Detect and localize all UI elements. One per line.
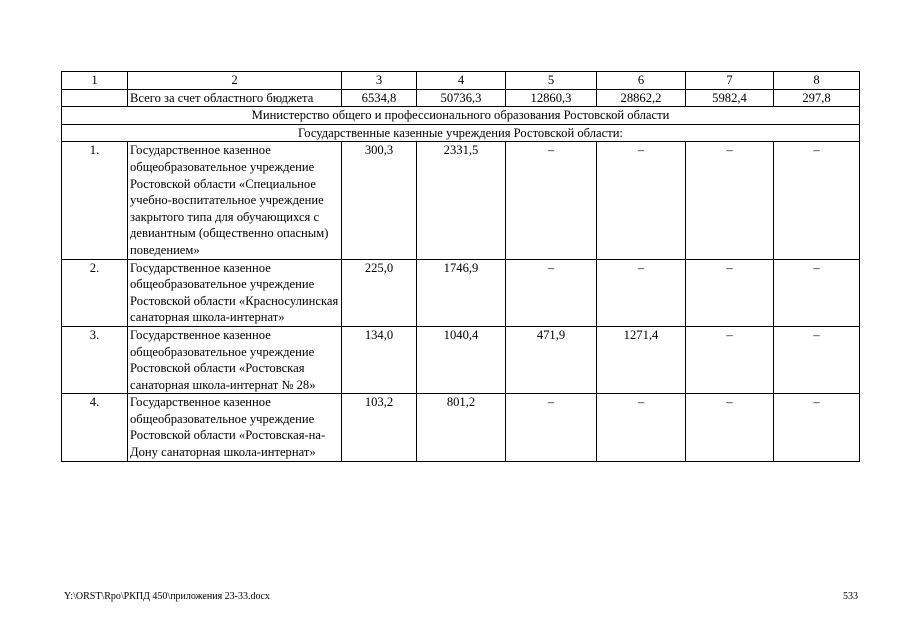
column-number-row <box>62 72 860 90</box>
value-cell: – <box>597 259 686 326</box>
empty-cell <box>62 89 128 107</box>
value-cell: – <box>506 142 597 259</box>
institutions-subheading: Государственные казенные учреждения Ростовской области: <box>62 124 860 142</box>
column-number-cell: 1 <box>62 72 128 90</box>
ministry-row <box>62 107 860 125</box>
column-number-cell: 4 <box>417 72 506 90</box>
institution-name: Государственное казенное общеобразовательное учреждение Ростовской области «Ростовская-на-Дону санаторная школа-интернат» <box>128 394 342 461</box>
institution-name: Государственное казенное общеобразовательное учреждение Ростовской области «Специальное учебно-воспитательное учреждение закрытого типа для обучающихся с девиантным (общественно опасным) поведением» <box>128 142 342 259</box>
column-number-cell: 2 <box>128 72 342 90</box>
value-cell: – <box>506 394 597 461</box>
value-cell: 134,0 <box>342 326 417 393</box>
table-row <box>62 394 860 461</box>
total-label: Всего за счет областного бюджета <box>128 89 342 107</box>
value-cell: 5982,4 <box>686 89 774 107</box>
value-cell: 297,8 <box>774 89 860 107</box>
total-row <box>62 89 860 107</box>
value-cell: 1746,9 <box>417 259 506 326</box>
value-cell: – <box>686 142 774 259</box>
column-number-cell: 6 <box>597 72 686 90</box>
institution-name: Государственное казенное общеобразовательное учреждение Ростовской области «Ростовская санаторная школа-интернат № 28» <box>128 326 342 393</box>
value-cell: – <box>774 142 860 259</box>
value-cell: – <box>774 394 860 461</box>
column-number-cell: 8 <box>774 72 860 90</box>
value-cell: 471,9 <box>506 326 597 393</box>
value-cell: 1271,4 <box>597 326 686 393</box>
row-number: 1. <box>62 142 128 259</box>
row-number: 3. <box>62 326 128 393</box>
table-row <box>62 326 860 393</box>
value-cell: 103,2 <box>342 394 417 461</box>
value-cell: 50736,3 <box>417 89 506 107</box>
value-cell: – <box>597 142 686 259</box>
value-cell: 2331,5 <box>417 142 506 259</box>
value-cell: 12860,3 <box>506 89 597 107</box>
value-cell: – <box>686 394 774 461</box>
value-cell: 300,3 <box>342 142 417 259</box>
column-number-cell: 3 <box>342 72 417 90</box>
table-row <box>62 259 860 326</box>
page-number: 533 <box>843 591 858 602</box>
ministry-heading: Министерство общего и профессионального образования Ростовской области <box>62 107 860 125</box>
value-cell: – <box>597 394 686 461</box>
column-number-cell: 7 <box>686 72 774 90</box>
value-cell: 28862,2 <box>597 89 686 107</box>
file-path-footer: Y:\ORST\Rpo\РКПД 450\приложения 23-33.docx <box>64 591 270 602</box>
value-cell: – <box>506 259 597 326</box>
value-cell: – <box>774 259 860 326</box>
value-cell: 801,2 <box>417 394 506 461</box>
subheading-row <box>62 124 860 142</box>
row-number: 2. <box>62 259 128 326</box>
value-cell: – <box>686 326 774 393</box>
row-number: 4. <box>62 394 128 461</box>
value-cell: 225,0 <box>342 259 417 326</box>
table-row <box>62 142 860 259</box>
value-cell: – <box>774 326 860 393</box>
column-number-cell: 5 <box>506 72 597 90</box>
budget-table <box>61 71 860 462</box>
institution-name: Государственное казенное общеобразовательное учреждение Ростовской области «Красносулинская санаторная школа-интернат» <box>128 259 342 326</box>
value-cell: 1040,4 <box>417 326 506 393</box>
value-cell: – <box>686 259 774 326</box>
value-cell: 6534,8 <box>342 89 417 107</box>
